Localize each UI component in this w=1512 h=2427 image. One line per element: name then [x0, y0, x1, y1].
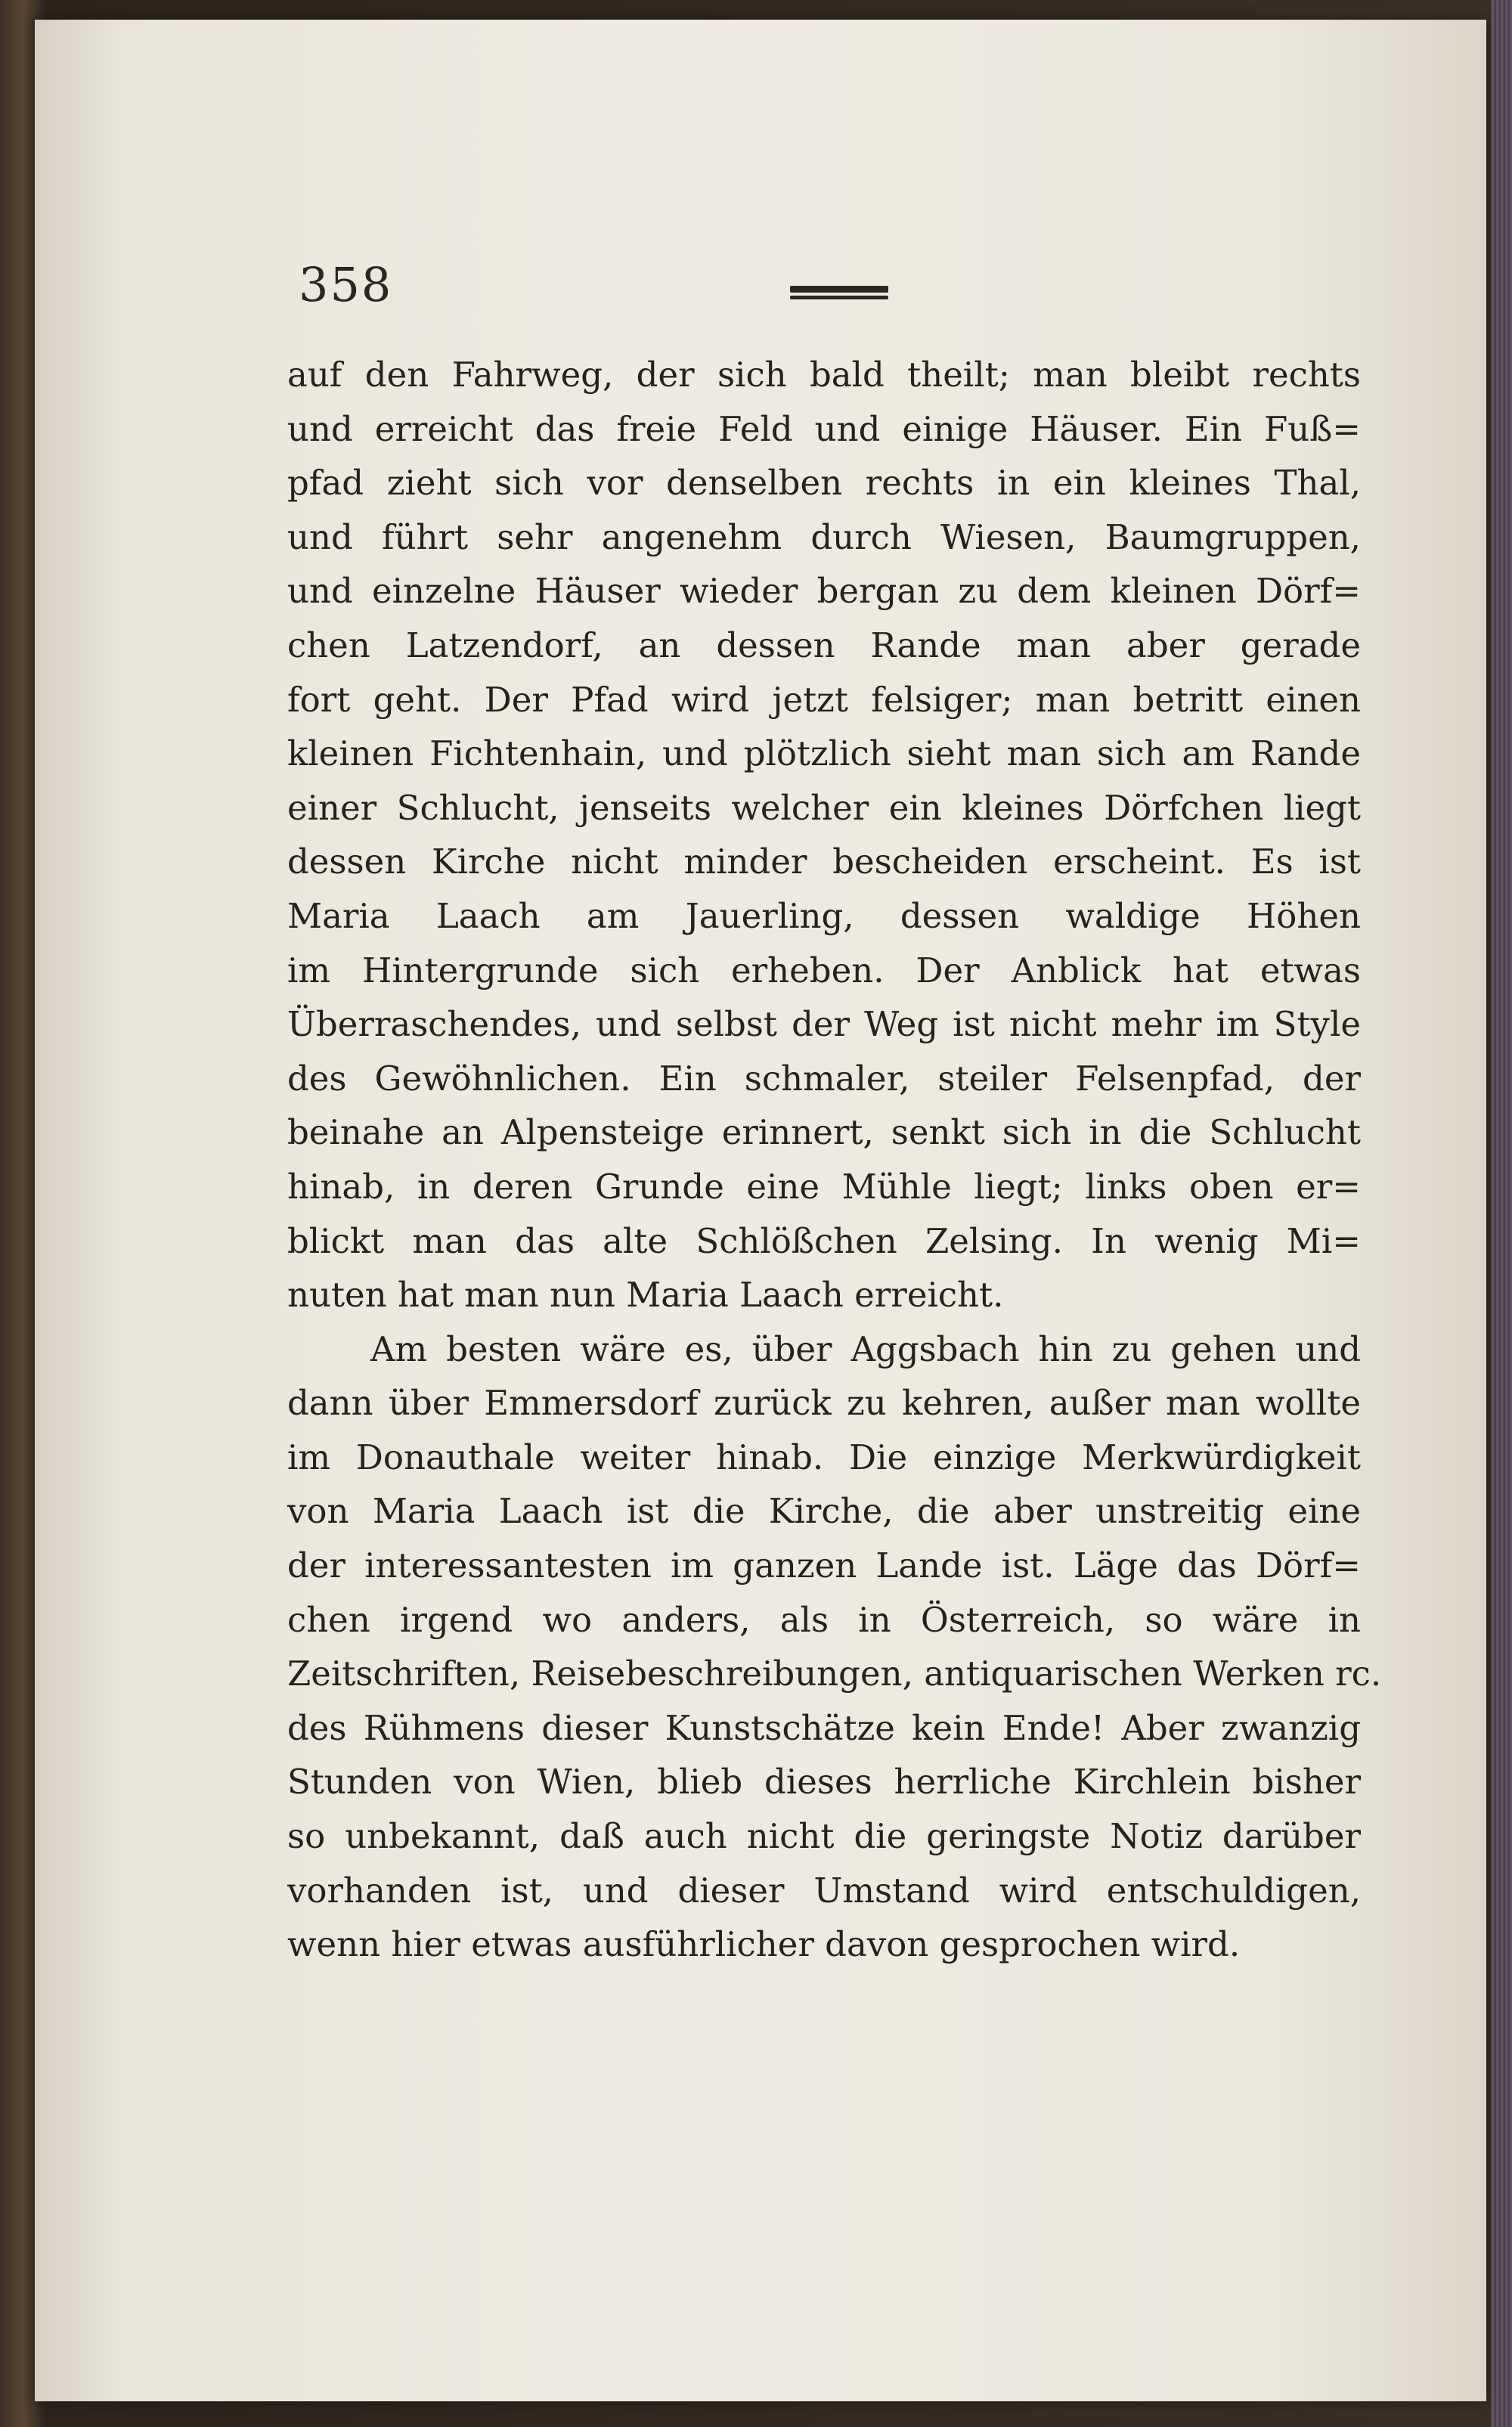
book-cover-edge	[1491, 0, 1512, 2427]
text-line: pfad zieht sich vor denselben rechts in ein kleines Thal,	[287, 463, 1361, 504]
text-line: hinab, in deren Grunde eine Mühle liegt; links oben er=	[287, 1166, 1361, 1207]
header-ornament	[790, 286, 888, 302]
text-line: so unbekannt, daß auch nicht die geringste Notiz darüber	[287, 1816, 1361, 1857]
text-line: Maria Laach am Jauerling, dessen waldige Höhen	[287, 895, 1361, 936]
ornament-rule-thin	[790, 296, 888, 299]
text-line: Stunden von Wien, blieb dieses herrliche Kirchlein bisher	[287, 1762, 1361, 1802]
text-line: Zeitschriften, Reisebeschreibungen, antiquarischen Werken rc.	[287, 1654, 1382, 1694]
text-line: vorhanden ist, und dieser Umstand wird entschuldigen,	[287, 1870, 1361, 1911]
text-line: im Hintergrunde sich erheben. Der Anblick hat etwas	[287, 950, 1361, 990]
text-line: der interessantesten im ganzen Lande ist. Läge das Dörf=	[287, 1545, 1361, 1586]
text-line: und einzelne Häuser wieder bergan zu dem kleinen Dörf=	[287, 571, 1361, 612]
text-line: von Maria Laach ist die Kirche, die aber unstreitig eine	[287, 1491, 1361, 1532]
text-line: chen irgend wo anders, als in Österreich, so wäre in	[287, 1599, 1361, 1640]
text-line: Am besten wäre es, über Aggsbach hin zu gehen und	[370, 1328, 1361, 1369]
text-line: dann über Emmersdorf zurück zu kehren, außer man wollte	[287, 1383, 1361, 1424]
page-header	[299, 257, 1357, 325]
paragraph-2	[287, 1322, 1382, 1972]
text-line: wenn hier etwas ausführlicher davon gesprochen wird.	[287, 1924, 1241, 1965]
text-line: dessen Kirche nicht minder bescheiden erscheint. Es ist	[287, 842, 1361, 882]
text-line: nuten hat man nun Maria Laach erreicht.	[287, 1275, 1004, 1316]
text-line: chen Latzendorf, an dessen Rande man aber gerade	[287, 625, 1361, 665]
text-line: und erreicht das freie Feld und einige Häuser. Ein Fuß=	[287, 408, 1361, 449]
page-number: 358	[299, 257, 393, 312]
text-line: fort geht. Der Pfad wird jetzt felsiger; man betritt einen	[287, 679, 1361, 720]
text-line: des Rühmens dieser Kunstschätze kein Ende! Aber zwanzig	[287, 1707, 1361, 1748]
text-line: beinahe an Alpensteige erinnert, senkt sich in die Schlucht	[287, 1112, 1361, 1153]
text-line: im Donauthale weiter hinab. Die einzige Merkwürdigkeit	[287, 1437, 1361, 1477]
text-line: auf den Fahrweg, der sich bald theilt; man bleibt rechts	[287, 355, 1361, 395]
text-line: Überraschendes, und selbst der Weg ist nicht mehr im Style	[287, 1004, 1361, 1045]
text-line: des Gewöhnlichen. Ein schmaler, steiler Felsenpfad, der	[287, 1058, 1361, 1099]
ornament-rule-thick	[790, 286, 888, 293]
text-line: und führt sehr angenehm durch Wiesen, Baumgruppen,	[287, 516, 1361, 557]
body-text	[287, 348, 1382, 1972]
text-line: kleinen Fichtenhain, und plötzlich sieht man sich am Rande	[287, 733, 1361, 774]
text-line: blickt man das alte Schlößchen Zelsing. In wenig Mi=	[287, 1220, 1361, 1261]
text-line: einer Schlucht, jenseits welcher ein kleines Dörfchen liegt	[287, 787, 1361, 828]
paragraph-1	[287, 348, 1361, 1322]
